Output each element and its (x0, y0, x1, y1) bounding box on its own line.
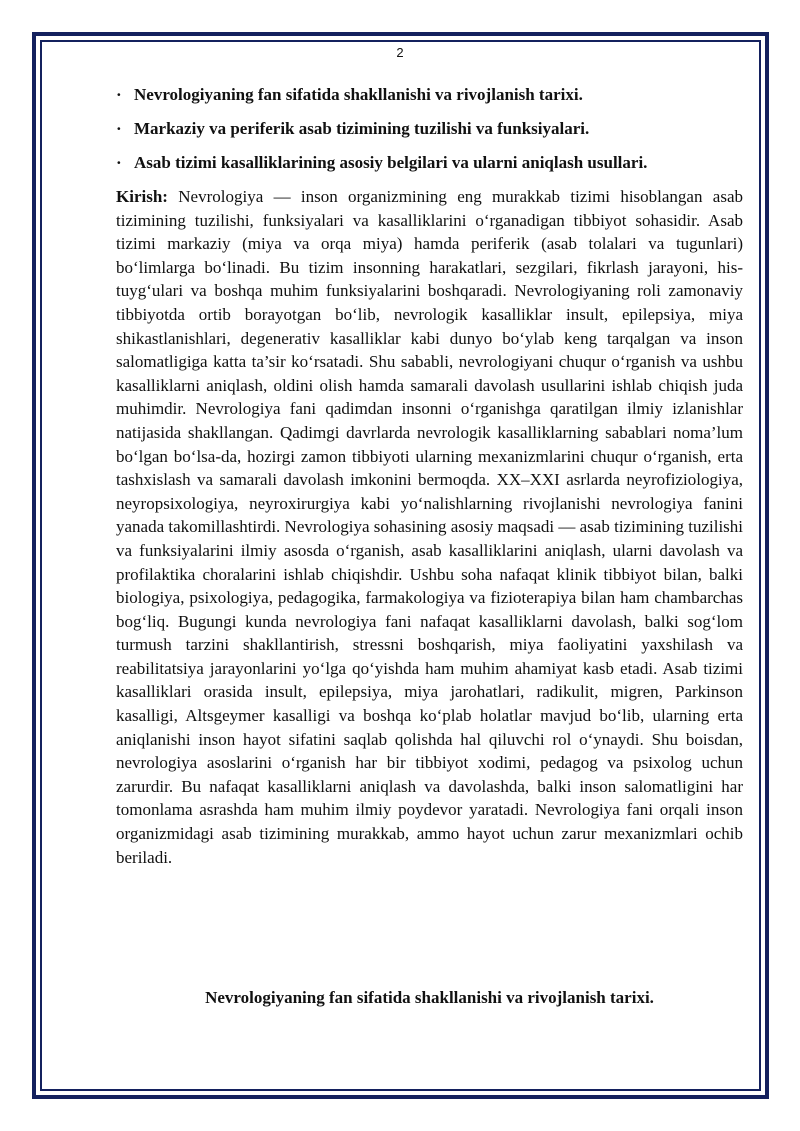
bullet-item (116, 118, 756, 152)
page-number: 2 (396, 45, 404, 60)
bullet-text: Nevrologiyaning fan sifatida shakllanishi va rivojlanish tarixi. (134, 85, 583, 104)
bullet-text: Markaziy va periferik asab tizimining tuzilishi va funksiyalari. (134, 119, 590, 138)
intro-text: Nevrologiya — inson organizmining eng murakkab tizimi hisoblangan asab tizimining tuzilishi, funksiyalari va kasalliklarini o‘rganadigan tibbiyot sohasidir. Asab tizimi markaziy (miya va orqa miya) hamda periferik (asab tolalari va tugunlari) bo‘limlarga bo‘linadi. Bu tizim insonning harakatlari, sezgilari, fikrlash jarayoni, his-tuyg‘ulari va boshqa muhim funksiyalarini boshqaradi. Nevrologiyaning roli zamonaviy tibbiyotda ortib borayotgan bo‘lib, nevrologik kasalliklar insult, epilepsiya, miya shikastlanishlari, degenerativ kasalliklar kabi dunyo bo‘ylab keng tarqalgan va inson salomatligiga katta ta’sir ko‘rsatadi. Shu sababli, nevrologiyani chuqur o‘rganish va ushbu kasalliklarni aniqlash, oldini olish hamda samarali davolash usullarini ishlab chiqish juda muhimdir. Nevrologiya fani qadimdan insonni o‘rganishga qaratilgan ilmiy izlanishlar natijasida shakllangan. Qadimgi davrlarda nevrologik kasalliklarning sabablari noma’lum bo‘lgan bo‘lsa-da, hozirgi zamon tibbiyoti ularning mexanizmlarini chuqur o‘rganish, erta tashxislash va samarali davolash imkonini bermoqda. XX–XXI asrlarda neyrofiziologiya, neyropsixologiya, neyroxirurgiya kabi yo‘nalishlarning rivojlanishi nevrologiya fanini yanada takomillashtirdi. Nevrologiya sohasining asosiy maqsadi — asab tizimining tuzilishi va funksiyalarini ilmiy asosda o‘rganish, asab kasalliklarini aniqlash, ularni davolash va profilaktika choralarini ishlab chiqishdir. Ushbu soha nafaqat klinik tibbiyot bilan, balki biologiya, psixologiya, pedagogika, farmakologiya va fizioterapiya bilan ham chambarchas bog‘liq. Bugungi kunda nevrologiya fani nafaqat kasalliklarni davolash, balki sog‘lom turmush tarzini shakllantirish, stressni boshqarish, miya faoliyatini yaxshilash va reabilitatsiya jarayonlarini yo‘lga qo‘yishda ham muhim ahamiyat kasb etadi. Asab tizimi kasalliklari orasida insult, epilepsiya, miya jarohatlari, radikulit, migren, Parkinson kasalligi, Altsgeymer kasalligi va boshqa ko‘plab holatlar mavjud bo‘lib, ularning erta aniqlanishi inson hayot sifatini saqlab qolishda hal qiluvchi rol o‘ynaydi. Shu boisdan, nevrologiya asoslarini o‘rganish har bir tibbiyot xodimi, pedagog va psixolog uchun zarurdir. Bu nafaqat kasalliklarni aniqlash va davolashda, balki inson salomatligini har tomonlama asrashda ham muhim ilmiy poydevor yaratadi. Nevrologiya fani orqali inson organizmidagi asab tizimining murakkab, ammo hayot uchun zarur mexanizmlari ochib beriladi. (116, 187, 744, 867)
bullet-marker: · (116, 85, 122, 104)
bullet-item (116, 84, 756, 118)
bullet-marker: · (116, 119, 122, 138)
bullet-list (116, 84, 756, 186)
bullet-item (116, 152, 756, 186)
bullet-text: Asab tizimi kasalliklarining asosiy belgilari va ularni aniqlash usullari. (134, 153, 648, 172)
intro-paragraph (116, 185, 743, 869)
bullet-marker: · (116, 153, 122, 172)
intro-lead: Kirish: (116, 187, 168, 206)
section-heading: Nevrologiyaning fan sifatida shakllanishi va rivojlanish tarixi. (205, 988, 654, 1007)
